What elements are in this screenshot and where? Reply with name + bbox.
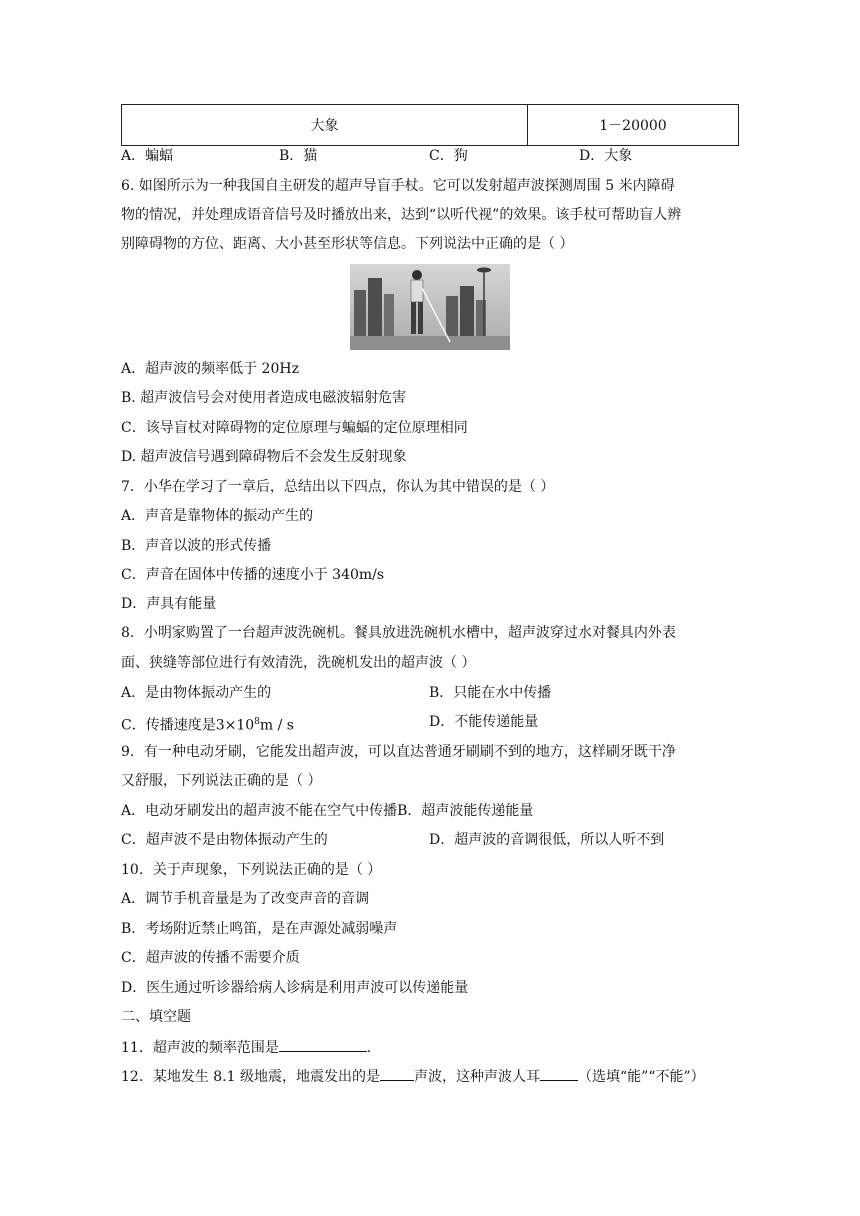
q12-answer-blank-2[interactable]: [540, 1066, 578, 1081]
q12-part-2: 声波，这种声波人耳: [413, 1069, 540, 1085]
q8-stem-line-2: 面、狭缝等部位进行有效清洗，洗碗机发出的超声波（ ）: [121, 655, 476, 671]
q8-option-c-prefix: C．传播速度是: [121, 717, 216, 734]
blind-guide-cane-photo: [350, 264, 510, 350]
q7-option-b: B．声音以波的形式传播: [121, 538, 272, 554]
table-cell-animal: 大象: [122, 105, 528, 146]
q6-stem-line-1: 6. 如图所示为一种我国自主研发的超声导盲手杖。它可以发射超声波探测周围 5 米内障碍: [121, 178, 675, 194]
q11-suffix: .: [366, 1040, 372, 1056]
q7-option-c: C．声音在固体中传播的速度小于 340m/s: [121, 567, 385, 583]
q9-options-ab: A．电动牙刷发出的超声波不能在空气中传播B．超声波能传递能量: [121, 803, 534, 819]
section-heading-fill-in: 二、填空题: [121, 1009, 191, 1025]
q6-option-d: D. 超声波信号遇到障碍物后不会发生反射现象: [121, 449, 407, 465]
q8-option-c-unit: m / s: [259, 717, 294, 734]
q8-option-c-base: 3×10: [215, 717, 255, 734]
q10-option-c: C．超声波的传播不需要介质: [121, 950, 300, 966]
q6-stem-line-2: 物的情况，并处理成语音信号及时播放出来，达到“以听代视”的效果。该手杖可帮助盲人辨: [121, 207, 682, 223]
q7-option-a: A．声音是靠物体的振动产生的: [121, 508, 314, 524]
q11-line: [121, 1037, 371, 1058]
q8-option-d: D．不能传递能量: [429, 714, 539, 730]
q8-stem-line-1: 8．小明家购置了一台超声波洗碗机。餐具放进洗碗机水槽中，超声波穿过水对餐具内外表: [121, 625, 676, 641]
q9-option-c: C．超声波不是由物体振动产生的: [121, 832, 328, 848]
q10-option-a: A．调节手机音量是为了改变声音的音调: [121, 891, 370, 907]
q9-stem-line-1: 9．有一种电动牙刷，它能发出超声波，可以直达普通牙刷刷不到的地方，这样刷牙既干净: [121, 744, 676, 760]
q6-option-a: A．超声波的频率低于 20Hz: [121, 361, 299, 377]
q6-option-b: B. 超声波信号会对使用者造成电磁波辐射危害: [121, 390, 407, 406]
q9-option-d: D．超声波的音调很低，所以人听不到: [429, 832, 665, 848]
q5-option-b: B．猫: [279, 148, 318, 164]
q12-line: [121, 1066, 705, 1087]
q9-stem-line-2: 又舒服，下列说法正确的是（ ）: [121, 773, 322, 789]
q7-option-d: D．声具有能量: [121, 596, 217, 612]
q11-answer-blank[interactable]: [279, 1037, 367, 1052]
q5-option-a: A．蝙蝠: [121, 148, 174, 164]
table-row: [122, 105, 739, 146]
q10-option-d: D．医生通过听诊器给病人诊病是利用声波可以传递能量: [121, 980, 469, 996]
q5-option-c: C．狗: [429, 148, 468, 164]
q12-answer-blank-1[interactable]: [380, 1066, 414, 1081]
q7-stem: 7．小华在学习了一章后，总结出以下四点，你认为其中错误的是（ ）: [121, 479, 555, 495]
q11-prefix: 11．超声波的频率范围是: [121, 1040, 279, 1056]
q12-part-3: （选填“能”“不能”）: [577, 1069, 705, 1085]
q10-option-b: B．考场附近禁止鸣笛，是在声源处减弱噪声: [121, 921, 398, 937]
q12-part-1: 12．某地发生 8.1 级地震，地震发出的是: [121, 1069, 380, 1085]
q8-option-a: A．是由物体振动产生的: [121, 685, 272, 701]
q6-stem-line-3: 别障碍物的方位、距离、大小甚至形状等信息。下列说法中正确的是（ ）: [121, 236, 574, 252]
q5-option-d: D．大象: [579, 148, 633, 164]
q10-stem: 10．关于声现象，下列说法正确的是（ ）: [121, 862, 382, 878]
frequency-table: [121, 104, 739, 146]
q6-option-c: C．该导盲杖对障碍物的定位原理与蝙蝠的定位原理相同: [121, 420, 468, 436]
q8-option-c-exponent: 8: [254, 717, 260, 727]
q8-option-c: [121, 712, 294, 736]
q8-option-b: B．只能在水中传播: [429, 685, 552, 701]
table-cell-range: 1－20000: [528, 105, 739, 146]
